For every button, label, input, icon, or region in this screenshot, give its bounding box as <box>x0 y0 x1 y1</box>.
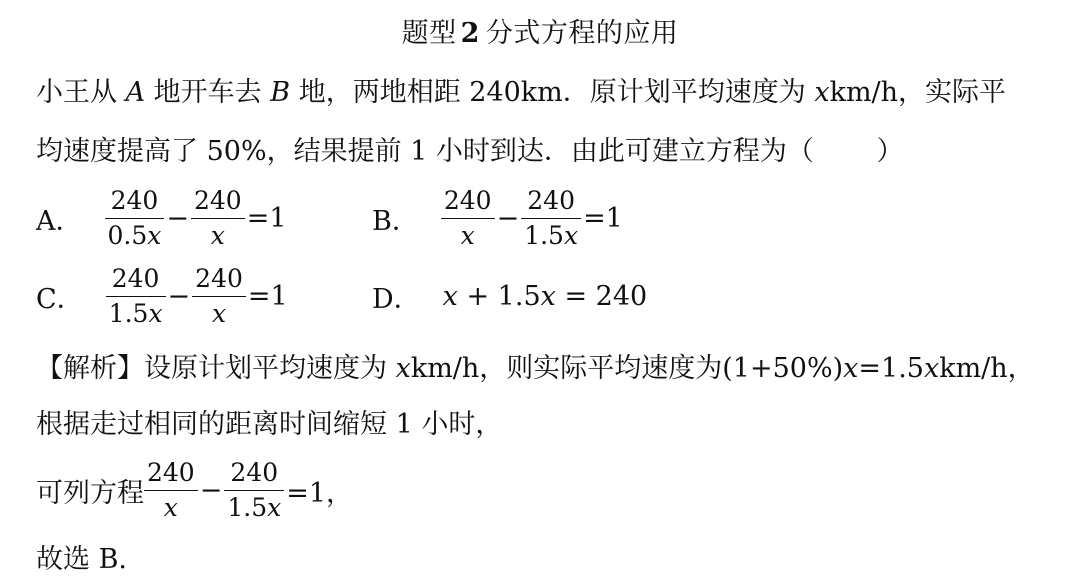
analysis-line-1 <box>36 349 1060 389</box>
analysis-text: 可列方程 <box>36 478 144 509</box>
numerator: 240 <box>195 264 243 293</box>
variable-a: A <box>125 77 146 108</box>
variable-b: B <box>270 77 291 108</box>
option-a-label: A． <box>36 206 83 237</box>
option-a <box>36 184 289 253</box>
numerator: 240 <box>194 186 242 215</box>
analysis-fraction-2 <box>224 456 284 525</box>
minus-sign: − <box>166 203 189 234</box>
option-a-fraction-1 <box>105 184 165 253</box>
analysis-line-2: 根据走过相同的距离时间缩短 1 小时， <box>36 409 503 440</box>
option-a-fraction-2 <box>191 184 245 253</box>
page-title <box>0 14 1080 54</box>
analysis-equation <box>36 456 355 525</box>
problem-text: 地开车去 <box>145 77 271 108</box>
variable-x: x <box>442 280 458 312</box>
problem-line-1 <box>36 73 1060 113</box>
numerator: 240 <box>443 186 492 215</box>
option-d-label: D． <box>372 283 421 315</box>
equals-one: =1 <box>246 203 287 234</box>
option-c-label: C． <box>36 284 84 315</box>
problem-text: 地，两地相距 240km．原计划平均速度为 <box>290 77 815 108</box>
minus-sign: − <box>496 203 520 234</box>
denominator: 0.5x <box>107 221 162 250</box>
equals-one: =1， <box>286 478 354 509</box>
denominator: x <box>211 299 227 328</box>
numerator: 240 <box>111 264 160 293</box>
denominator: 1.5x <box>108 299 163 328</box>
variable-x: x <box>923 353 940 384</box>
analysis-text: =1.5 <box>858 353 924 384</box>
variable-x: x <box>395 353 411 384</box>
title-prefix: 题型 <box>401 18 457 49</box>
option-c-fraction-2 <box>192 262 246 331</box>
numerator: 240 <box>147 458 195 487</box>
numerator: 240 <box>230 458 279 487</box>
numerator: 240 <box>527 186 575 215</box>
variable-x: x <box>814 77 830 108</box>
minus-sign: − <box>167 281 191 312</box>
denominator: 1.5x <box>524 221 579 250</box>
problem-text: km/h，实际平 <box>829 77 1007 108</box>
option-c-fraction-1 <box>106 262 166 331</box>
analysis-text: km/h，则实际平均速度为(1+50%) <box>410 353 844 384</box>
equals-240: = 240 <box>555 280 648 312</box>
denominator: 1.5x <box>227 493 282 522</box>
title-number: 2 <box>460 18 480 49</box>
problem-line-2: 均速度提高了 50%，结果提前 1 小时到达．由此可建立方程为（ ） <box>36 136 904 167</box>
option-c <box>36 262 290 331</box>
denominator: x <box>163 493 178 522</box>
analysis-fraction-1 <box>144 456 198 525</box>
option-d <box>372 276 647 316</box>
numerator: 240 <box>110 186 159 215</box>
analysis-text: 【解析】设原计划平均速度为 <box>36 353 396 384</box>
analysis-line-4: 故选 B. <box>36 544 128 575</box>
denominator: x <box>210 221 225 250</box>
variable-x: x <box>540 280 556 312</box>
option-b <box>372 184 625 253</box>
option-b-label: B． <box>372 206 419 237</box>
option-b-fraction-2 <box>521 184 581 253</box>
equals-one: =1 <box>583 203 623 234</box>
variable-x: x <box>843 353 859 384</box>
analysis-text: km/h， <box>939 353 1035 384</box>
minus-sign: − <box>199 475 223 506</box>
title-text: 分式方程的应用 <box>485 18 679 49</box>
option-b-fraction-1 <box>441 184 495 253</box>
denominator: x <box>460 221 475 250</box>
equals-one: =1 <box>247 281 288 312</box>
problem-text: 小王从 <box>36 77 126 108</box>
plus-term: + 1.5 <box>457 280 541 312</box>
